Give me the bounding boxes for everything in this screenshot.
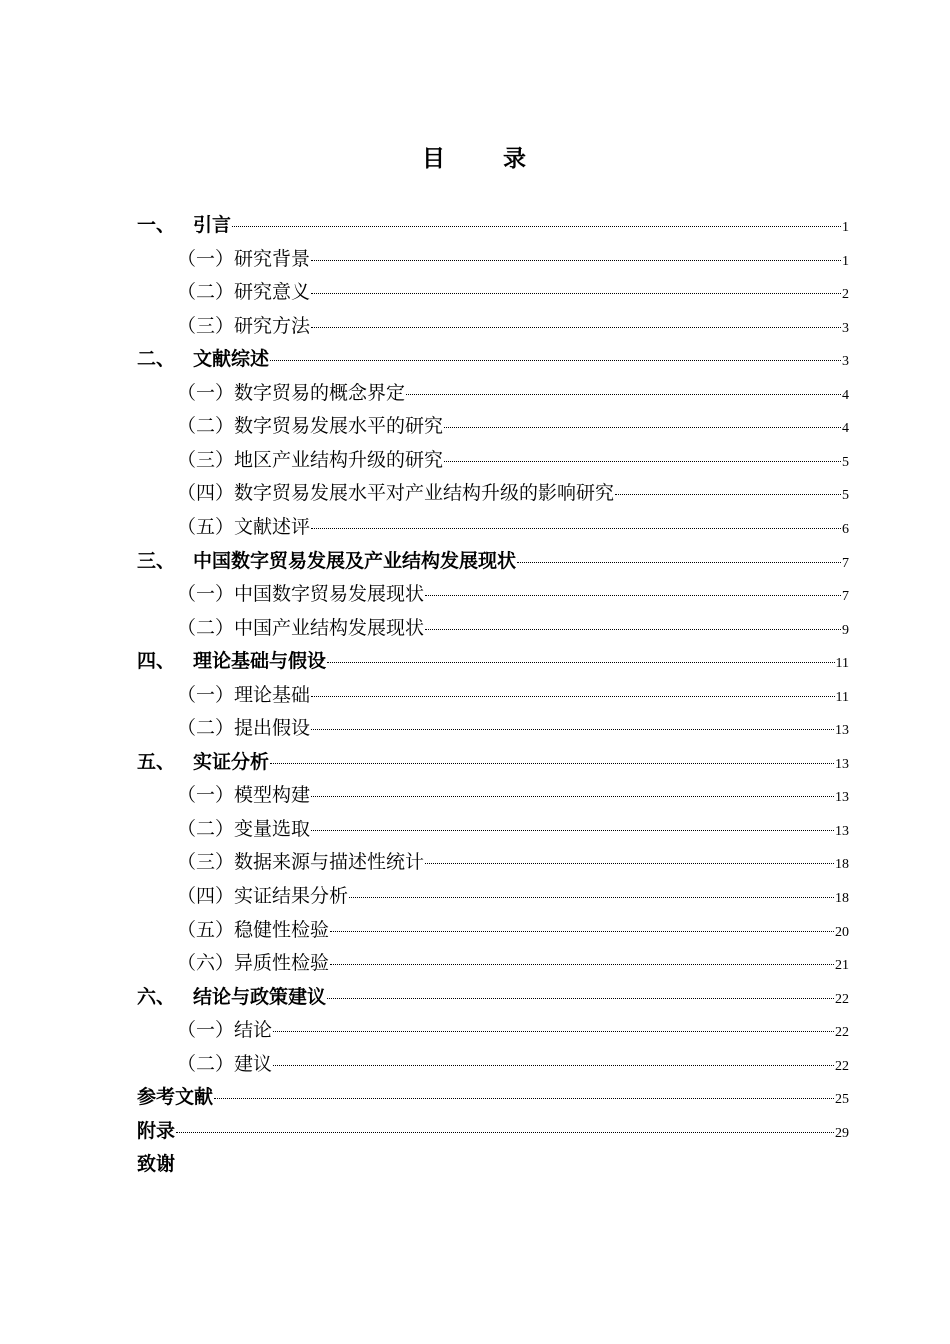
toc-entry-page: 1	[842, 220, 849, 235]
toc-entry-page: 21	[835, 958, 849, 974]
toc-entry-text: 中国数字贸易发展及产业结构发展现状	[193, 549, 517, 572]
toc-entry-page: 20	[835, 924, 849, 940]
toc-entry-page: 13	[835, 756, 849, 772]
dot-leader	[311, 729, 834, 730]
toc-entry[interactable]	[177, 579, 849, 609]
dot-leader	[444, 461, 841, 462]
toc-entry-number: 六、	[137, 985, 176, 1008]
toc-entry-page: 2	[842, 287, 849, 303]
toc-entry-page: 11	[835, 689, 849, 705]
toc-entry[interactable]	[137, 747, 849, 777]
toc-entry[interactable]	[177, 512, 849, 542]
dot-leader	[270, 763, 834, 764]
toc-entry-number: 三、	[137, 549, 176, 572]
toc-entry-text: （一）结论	[177, 1019, 273, 1042]
toc-entry[interactable]	[177, 478, 849, 508]
toc-entry[interactable]	[177, 948, 849, 978]
toc-entry[interactable]	[177, 881, 849, 911]
toc-entry-page: 22	[835, 1025, 849, 1041]
dot-leader	[425, 595, 841, 596]
toc-entry-text: （五）稳健性检验	[177, 918, 330, 941]
dot-leader	[311, 528, 841, 529]
toc-entry[interactable]	[137, 344, 849, 374]
toc-entry[interactable]	[177, 277, 849, 307]
toc-entry[interactable]	[137, 1082, 849, 1112]
toc-entry-page: 3	[842, 354, 849, 370]
toc-entry-page: 13	[835, 823, 849, 839]
dot-leader	[327, 662, 835, 663]
toc-entry-page: 5	[842, 488, 849, 504]
toc-entry-text: （二）提出假设	[177, 717, 311, 740]
toc-entry-page: 13	[835, 723, 849, 739]
toc-entry-number: 二、	[137, 348, 176, 371]
toc-entry-text: （三）地区产业结构升级的研究	[177, 448, 444, 471]
dot-leader	[311, 796, 834, 797]
toc-entry-text: （四）数字贸易发展水平对产业结构升级的影响研究	[177, 482, 615, 505]
toc-entry[interactable]	[177, 915, 849, 945]
toc-entry[interactable]	[177, 680, 849, 710]
toc-entry-page: 11	[835, 656, 849, 672]
dot-leader	[270, 360, 841, 361]
toc-entry[interactable]	[177, 613, 849, 643]
dot-leader	[330, 931, 834, 932]
toc-entry[interactable]	[137, 210, 849, 240]
toc-entry-text: （一）中国数字贸易发展现状	[177, 583, 425, 606]
toc-entry[interactable]	[177, 1015, 849, 1045]
dot-leader	[327, 998, 834, 999]
toc-entry-page: 7	[842, 555, 849, 571]
toc-entry[interactable]	[177, 1049, 849, 1079]
dot-leader	[232, 226, 841, 227]
dot-leader	[330, 964, 834, 965]
toc-entry-page: 9	[842, 622, 849, 638]
toc-entry-page: 25	[835, 1092, 849, 1108]
dot-leader	[311, 830, 834, 831]
dot-leader	[214, 1098, 834, 1099]
dot-leader	[425, 863, 834, 864]
dot-leader	[406, 394, 841, 395]
toc-entry-page: 13	[835, 790, 849, 806]
toc-entry[interactable]	[177, 411, 849, 441]
toc-entry-text: （三）研究方法	[177, 314, 311, 337]
toc-entry[interactable]	[137, 1116, 849, 1146]
toc-title-left: 目	[422, 146, 447, 172]
dot-leader	[444, 427, 841, 428]
toc-entry-page: 4	[842, 387, 849, 403]
dot-leader	[349, 897, 834, 898]
toc-entry-page: 5	[842, 454, 849, 470]
dot-leader	[273, 1065, 834, 1066]
toc-entry-text: 理论基础与假设	[193, 650, 327, 673]
toc-entry-page: 22	[835, 1058, 849, 1074]
toc-entry-text: 附录	[137, 1119, 176, 1142]
toc-entry[interactable]	[177, 780, 849, 810]
toc-entry-number: 四、	[137, 650, 176, 673]
dot-leader	[311, 327, 841, 328]
toc-entry-text: （三）数据来源与描述性统计	[177, 851, 425, 874]
toc-entry-text: 参考文献	[137, 1086, 214, 1109]
toc-entry[interactable]	[177, 311, 849, 341]
toc-entry-page: 29	[835, 1125, 849, 1141]
toc-entry-number: 五、	[137, 750, 176, 773]
toc-entry-text: （一）理论基础	[177, 683, 311, 706]
dot-leader	[517, 562, 841, 563]
toc-entry[interactable]	[137, 546, 849, 576]
toc-entry-number: 一、	[137, 214, 176, 236]
toc-entry[interactable]	[177, 378, 849, 408]
toc-entry[interactable]	[177, 244, 849, 274]
toc-entry-text: （一）数字贸易的概念界定	[177, 381, 406, 404]
toc-entry-text: 结论与政策建议	[193, 985, 327, 1008]
toc-entry-text: （二）中国产业结构发展现状	[177, 616, 425, 639]
toc-entry-text: （五）文献述评	[177, 515, 311, 538]
toc-entry[interactable]	[177, 847, 849, 877]
toc-entry-text: 文献综述	[193, 348, 270, 371]
dot-leader	[615, 494, 841, 495]
toc-entry-text: 致谢	[137, 1153, 176, 1176]
toc-entry-page: 1	[842, 253, 849, 269]
toc-entry-page: 4	[842, 421, 849, 437]
toc-entry-page: 6	[842, 521, 849, 537]
dot-leader	[311, 260, 841, 261]
toc-entry-text: （一）研究背景	[177, 247, 311, 270]
dot-leader	[176, 1132, 834, 1133]
dot-leader	[311, 696, 835, 697]
toc-entry-text: （二）建议	[177, 1052, 273, 1075]
toc-entry-page: 7	[842, 589, 849, 605]
toc-entry[interactable]	[137, 982, 849, 1012]
toc-entry-text: （一）模型构建	[177, 784, 311, 807]
toc-entry-text: 引言	[193, 214, 232, 236]
dot-leader	[311, 293, 841, 294]
toc-entry-page: 18	[835, 857, 849, 873]
toc-entry[interactable]	[137, 646, 849, 676]
toc-entry-page: 18	[835, 891, 849, 906]
toc-entry-page: 22	[835, 991, 849, 1007]
toc-title-right: 录	[503, 146, 528, 172]
dot-leader	[425, 629, 841, 630]
toc-entry-text: （二）变量选取	[177, 817, 311, 840]
dot-leader	[273, 1031, 834, 1032]
toc-entry[interactable]	[177, 814, 849, 844]
toc-entry-text: （四）实证结果分析	[177, 885, 349, 907]
toc-entry-text: （二）研究意义	[177, 281, 311, 304]
toc-entry[interactable]	[177, 713, 849, 743]
toc-entry-text: （六）异质性检验	[177, 952, 330, 975]
toc-entry-page: 3	[842, 320, 849, 336]
toc-entry[interactable]	[137, 1149, 849, 1179]
toc-entry-text: 实证分析	[193, 750, 270, 773]
toc-entry-text: （二）数字贸易发展水平的研究	[177, 415, 444, 438]
toc-entry[interactable]	[177, 445, 849, 475]
